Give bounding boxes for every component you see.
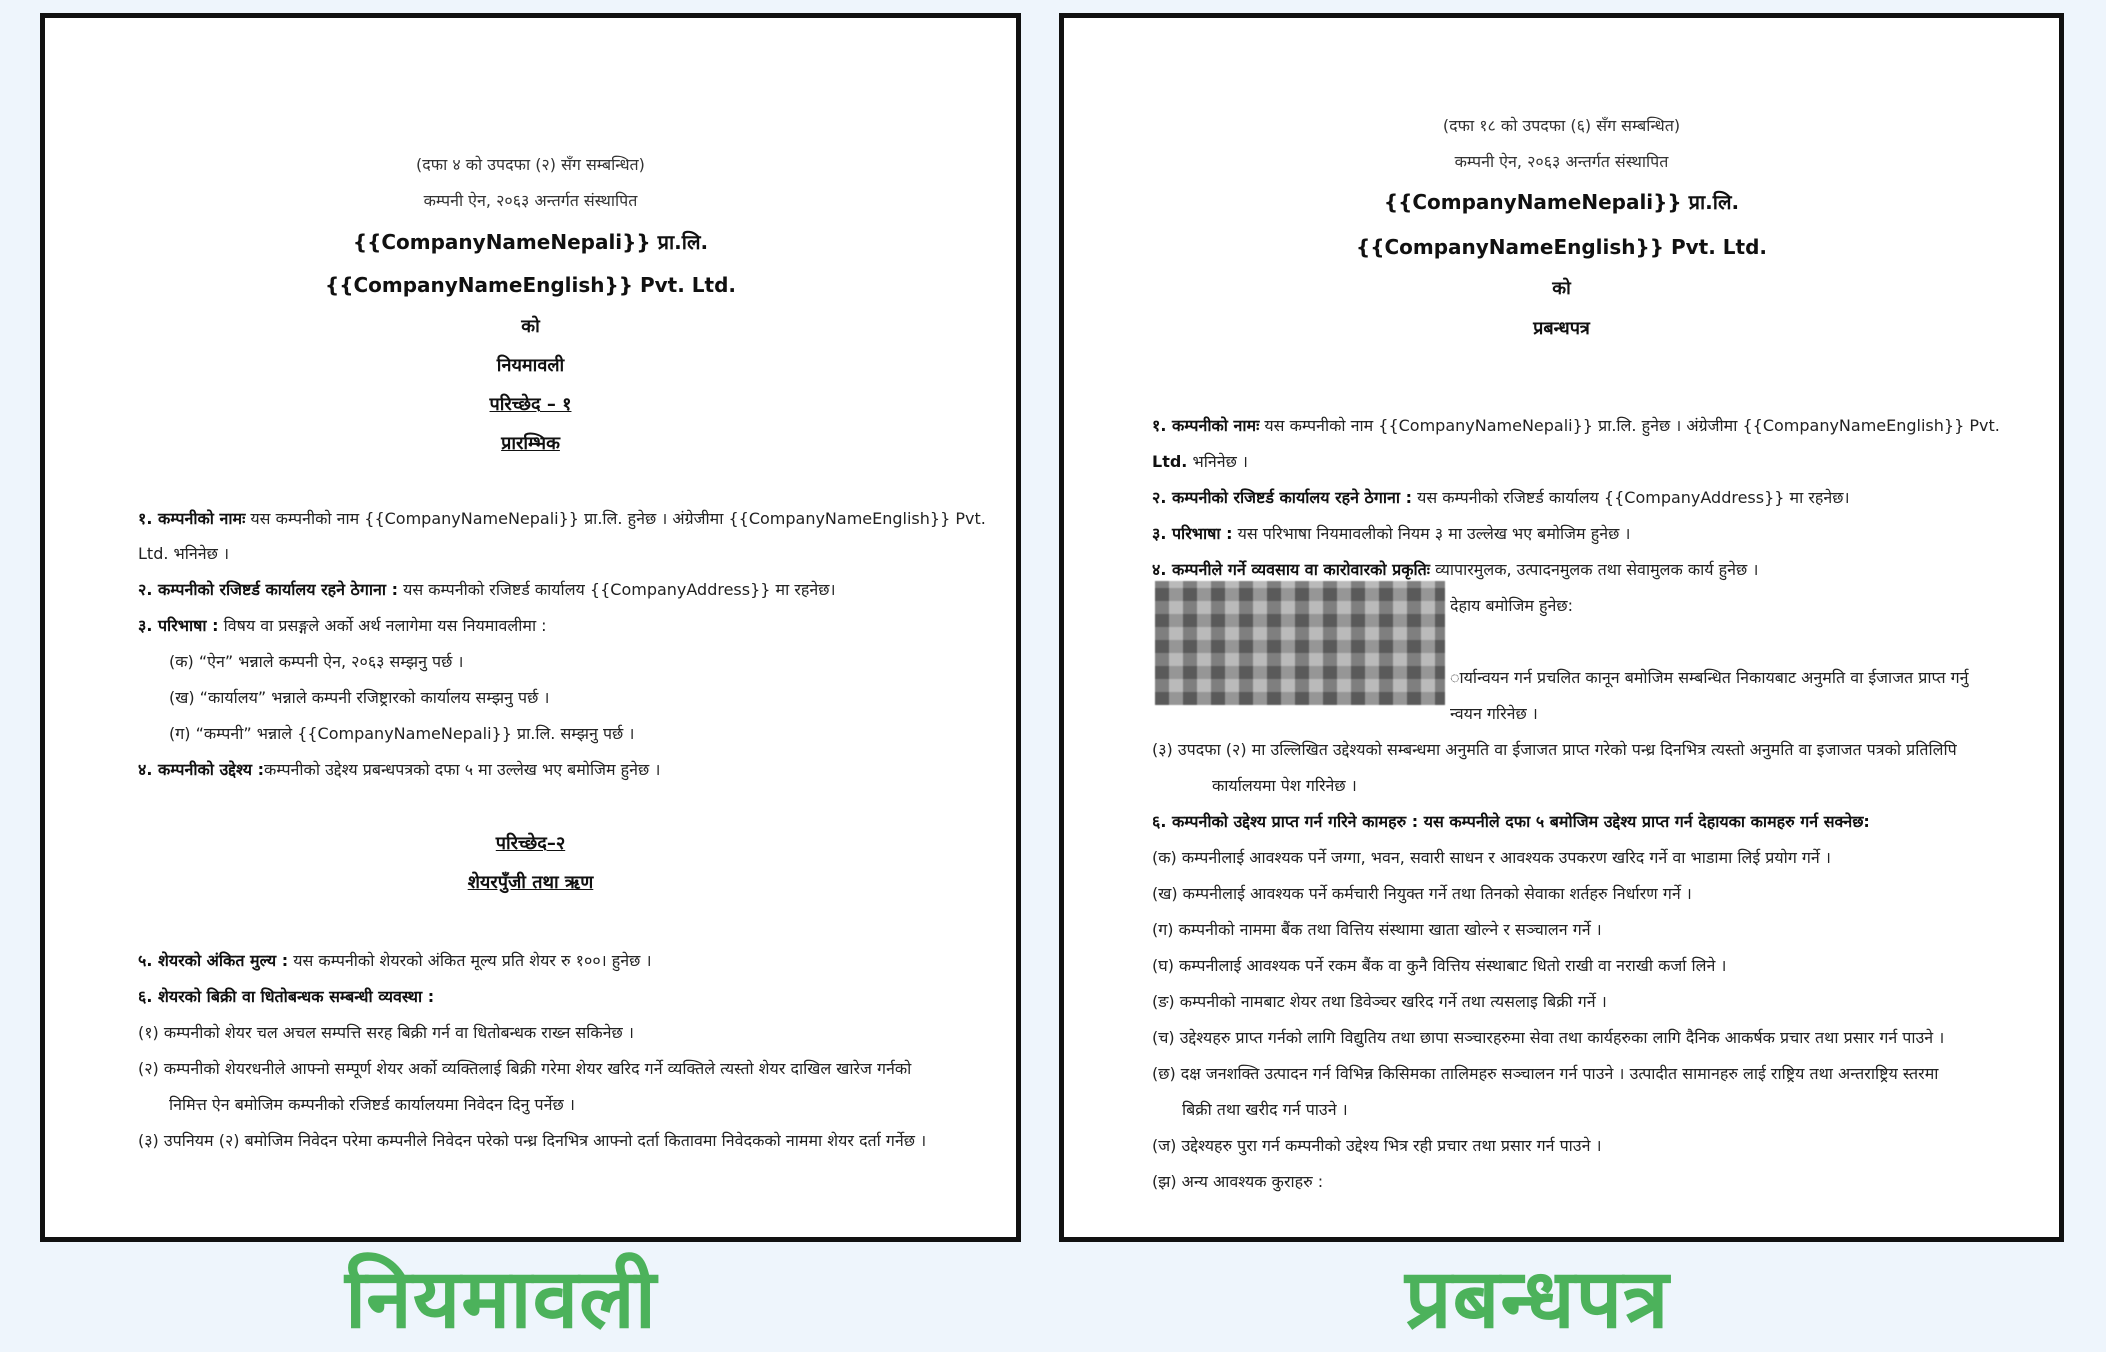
clause-line: ३. परिभाषा : विषय वा प्रसङ्गले अर्को अर्थ नलागेमा यस नियमावलीमा : [138, 616, 547, 635]
clause-line: ४. कम्पनीले गर्ने व्यवसाय वा कारोवारको प्रकृतिः व्यापारमुलक, उत्पादनमुलक तथा सेवामुलक कार्य हुनेछ । [1152, 560, 1759, 579]
clause-fragment: देहाय बमोजिम हुनेछ: [1450, 596, 1574, 615]
clause-subline: निमित्त ऐन बमोजिम कम्पनीको रजिष्टर्ड कार्यालयमा निवेदन दिनु पर्नेछ । [169, 1095, 575, 1114]
pixelated-redaction [1155, 581, 1445, 705]
chapter-heading: परिच्छेद – १ [489, 394, 572, 415]
doc-reference: (दफा १८ को उपदफा (६) सँग सम्बन्धित) [1442, 116, 1681, 135]
clause-subline: (झ) अन्य आवश्यक कुराहरु : [1152, 1172, 1324, 1191]
caption-niyamawali: नियमावली [345, 1252, 658, 1347]
clause-line: २. कम्पनीको रजिष्टर्ड कार्यालय रहने ठेगाना : यस कम्पनीको रजिष्टर्ड कार्यालय {{CompanyAddress}} मा रहनेछ। [138, 580, 836, 599]
clause-line: ६. कम्पनीको उद्देश्य प्राप्त गर्न गरिने कामहरु : यस कम्पनीले दफा ५ बमोजिम उद्देश्य प्राप्त गर्न देहायका कामहरु गर्न सक्नेछ: [1152, 812, 1870, 831]
clause-subline: (ङ) कम्पनीको नामबाट शेयर तथा डिवेञ्चर खरिद गर्ने तथा त्यसलाइ बिक्री गर्ने । [1152, 992, 1607, 1011]
company-name-nepali: {{CompanyNameNepali}} प्रा.लि. [352, 230, 709, 254]
clause-line: Ltd. भनिनेछ । [138, 544, 230, 563]
clause-subline: (ज) उद्देश्यहरु पुरा गर्न कम्पनीको उद्देश्य भित्र रही प्रचार तथा प्रसार गर्न पाउने । [1152, 1136, 1602, 1155]
doc-established-line: कम्पनी ऐन, २०६३ अन्तर्गत संस्थापित [423, 191, 638, 210]
chapter-heading: परिच्छेद–२ [495, 833, 566, 854]
clause-subline: कार्यालयमा पेश गरिनेछ । [1212, 776, 1357, 795]
doc-title: प्रबन्धपत्र [1533, 318, 1590, 339]
chapter-title: प्रारम्भिक [501, 433, 560, 454]
doc-title: नियमावली [496, 355, 565, 376]
clause-subline: (ग) कम्पनीको नाममा बैंक तथा वित्तिय संस्थामा खाता खोल्ने र सञ्चालन गर्ने । [1152, 920, 1602, 939]
clause-fragment: न्वयन गरिनेछ । [1450, 704, 1538, 723]
clause-line: ६. शेयरको बिक्री वा धितोबन्धक सम्बन्धी व्यवस्था : [138, 987, 435, 1006]
clause-line: १. कम्पनीको नामः यस कम्पनीको नाम {{CompanyNameNepali}} प्रा.लि. हुनेछ । अंग्रेजीमा {{CompanyNameEnglish}} Pvt. [138, 509, 986, 528]
clause-subline: (घ) कम्पनीलाई आवश्यक पर्ने रकम बैंक वा कुनै वित्तिय संस्थाबाट धितो राखी वा नराखी कर्जा लिने । [1152, 956, 1727, 975]
clause-line: ४. कम्पनीको उद्देश्य :कम्पनीको उद्देश्य प्रबन्धपत्रको दफा ५ मा उल्लेख भए बमोजिम हुनेछ । [138, 760, 661, 779]
clause-subline: (३) उपदफा (२) मा उल्लिखित उद्देश्यको सम्बन्धमा अनुमति वा ईजाजत प्राप्त गरेको पन्ध्र दिनभित्र त्यस्तो अनुमति वा इजाजत पत्रको प्रतिलिपि [1152, 740, 1957, 759]
doc-ko: को [1552, 278, 1571, 299]
clause-subline: (च) उद्देश्यहरु प्राप्त गर्नको लागि विद्युतिय तथा छापा सञ्चारहरुमा सेवा तथा कार्यहरुका लागि दैनिक आकर्षक प्रचार तथा प्रसार गर्न पाउने । [1152, 1028, 1945, 1047]
clause-line: Ltd. भनिनेछ । [1152, 452, 1248, 471]
niyamawali-document-page [40, 13, 1021, 1242]
clause-subline: (ग) “कम्पनी” भन्नाले {{CompanyNameNepali}} प्रा.लि. सम्झनु पर्छ । [169, 724, 635, 743]
prabandhapatra-document-page [1059, 13, 2064, 1242]
clause-line: १. कम्पनीको नामः यस कम्पनीको नाम {{CompanyNameNepali}} प्रा.लि. हुनेछ । अंग्रेजीमा {{CompanyNameEnglish}} Pvt. [1152, 416, 2000, 435]
clause-line: २. कम्पनीको रजिष्टर्ड कार्यालय रहने ठेगाना : यस कम्पनीको रजिष्टर्ड कार्यालय {{CompanyAddress}} मा रहनेछ। [1152, 488, 1850, 507]
chapter-title: शेयरपुँजी तथा ऋण [467, 872, 594, 893]
clause-subline: (३) उपनियम (२) बमोजिम निवेदन परेमा कम्पनीले निवेदन परेको पन्ध्र दिनभित्र आफ्नो दर्ता कितावमा निवेदकको नाममा शेयर दर्ता गर्नेछ । [138, 1131, 927, 1150]
clause-subline: (छ) दक्ष जनशक्ति उत्पादन गर्न विभिन्न किसिमका तालिमहरु सञ्चालन गर्न पाउने । उत्पादीत सामानहरु लाई राष्ट्रिय तथा अन्तराष्ट्रिय स्तरमा [1152, 1064, 1939, 1083]
clause-fragment: ार्यान्वयन गर्न प्रचलित कानून बमोजिम सम्बन्धित निकायबाट अनुमति वा ईजाजत प्राप्त गर्नु [1450, 668, 1969, 687]
clause-subline: (२) कम्पनीको शेयरधनीले आफ्नो सम्पूर्ण शेयर अर्को व्यक्तिलाई बिक्री गरेमा शेयर खरिद गर्ने व्यक्तिले त्यस्तो शेयर दाखिल खारेज गर्नको [138, 1059, 912, 1078]
clause-subline: (१) कम्पनीको शेयर चल अचल सम्पत्ति सरह बिक्री गर्न वा धितोबन्धक राख्न सकिनेछ । [138, 1023, 634, 1042]
doc-ko: को [521, 316, 540, 337]
clause-subline: (ख) “कार्यालय” भन्नाले कम्पनी रजिष्ट्रारको कार्यालय सम्झनु पर्छ । [169, 688, 550, 707]
clause-line: ३. परिभाषा : यस परिभाषा नियमावलीको नियम ३ मा उल्लेख भए बमोजिम हुनेछ । [1152, 524, 1631, 543]
clause-subline: (क) “ऐन” भन्नाले कम्पनी ऐन, २०६३ सम्झनु पर्छ । [169, 652, 464, 671]
clause-subline: (ख) कम्पनीलाई आवश्यक पर्ने कर्मचारी नियुक्त गर्ने तथा तिनको सेवाका शर्तहरु निर्धारण गर्ने । [1152, 884, 1692, 903]
company-name-english: {{CompanyNameEnglish}} Pvt. Ltd. [324, 273, 736, 297]
clause-subline: बिक्री तथा खरीद गर्न पाउने । [1182, 1100, 1348, 1119]
company-name-nepali: {{CompanyNameNepali}} प्रा.लि. [1383, 190, 1740, 214]
clause-line: ५. शेयरको अंकित मुल्य : यस कम्पनीको शेयरको अंकित मूल्य प्रति शेयर रु १००। हुनेछ । [138, 951, 652, 970]
doc-established-line: कम्पनी ऐन, २०६३ अन्तर्गत संस्थापित [1454, 152, 1669, 171]
caption-prabandhapatra: प्रबन्धपत्र [1405, 1252, 1670, 1347]
clause-subline: (क) कम्पनीलाई आवश्यक पर्ने जग्गा, भवन, सवारी साधन र आवश्यक उपकरण खरिद गर्ने वा भाडामा लिई प्रयोग गर्ने । [1152, 848, 1831, 867]
doc-reference: (दफा ४ को उपदफा (२) सँग सम्बन्धित) [416, 155, 645, 174]
company-name-english: {{CompanyNameEnglish}} Pvt. Ltd. [1355, 235, 1767, 259]
